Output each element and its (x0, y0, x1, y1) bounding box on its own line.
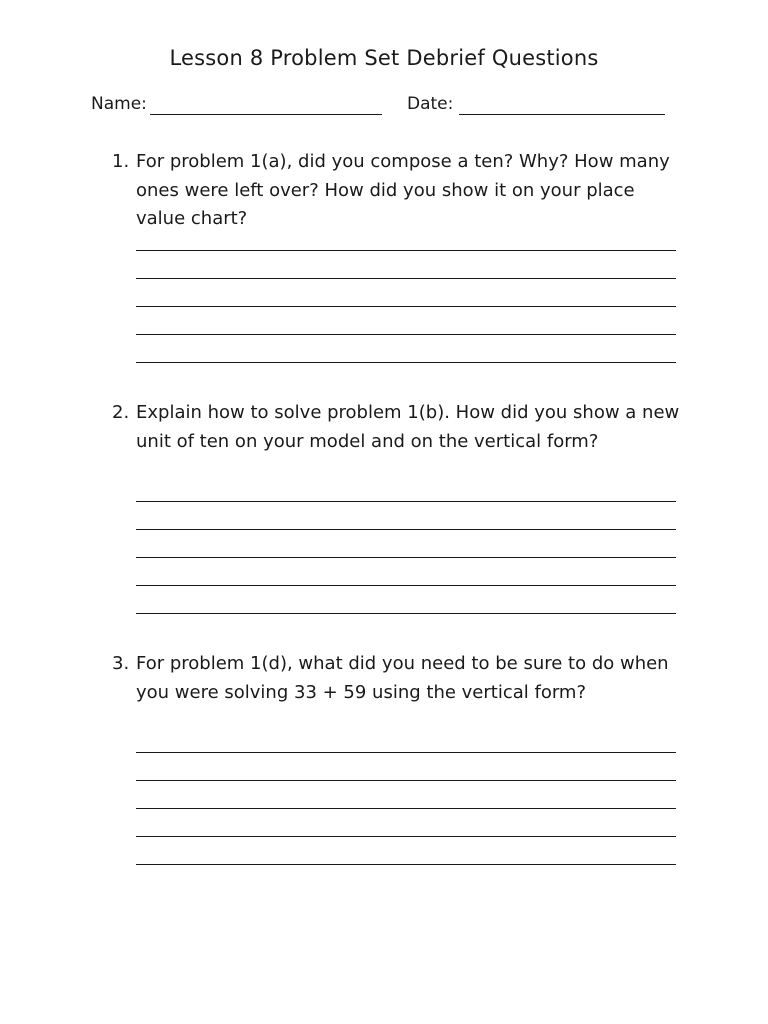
question-1-number: 1. (112, 151, 130, 172)
question-2-number: 2. (112, 402, 130, 423)
name-field[interactable] (150, 114, 382, 115)
question-3-number: 3. (112, 653, 130, 674)
date-field[interactable] (459, 114, 665, 115)
answer-line[interactable] (136, 864, 676, 865)
answer-line[interactable] (136, 250, 676, 251)
date-label: Date: (407, 94, 454, 114)
answer-line[interactable] (136, 836, 676, 837)
name-label: Name: (91, 94, 147, 114)
worksheet-title: Lesson 8 Problem Set Debrief Questions (169, 46, 599, 70)
answer-line[interactable] (136, 752, 676, 753)
answer-line[interactable] (136, 306, 676, 307)
answer-line[interactable] (136, 557, 676, 558)
answer-line[interactable] (136, 780, 676, 781)
answer-line[interactable] (136, 808, 676, 809)
question-3-text: For problem 1(d), what did you need to be sure to do when you were solving 33 + 59 using the vertical form? (136, 653, 669, 703)
question-1-text: For problem 1(a), did you compose a ten? Why? How many ones were left over? How did you show it on your place value chart? (136, 151, 670, 229)
question-2-text: Explain how to solve problem 1(b). How did you show a new unit of ten on your model and on the vertical form? (136, 402, 680, 452)
answer-line[interactable] (136, 529, 676, 530)
answer-line[interactable] (136, 613, 676, 614)
answer-line[interactable] (136, 585, 676, 586)
answer-line[interactable] (136, 501, 676, 502)
answer-line[interactable] (136, 278, 676, 279)
answer-line[interactable] (136, 334, 676, 335)
answer-line[interactable] (136, 362, 676, 363)
